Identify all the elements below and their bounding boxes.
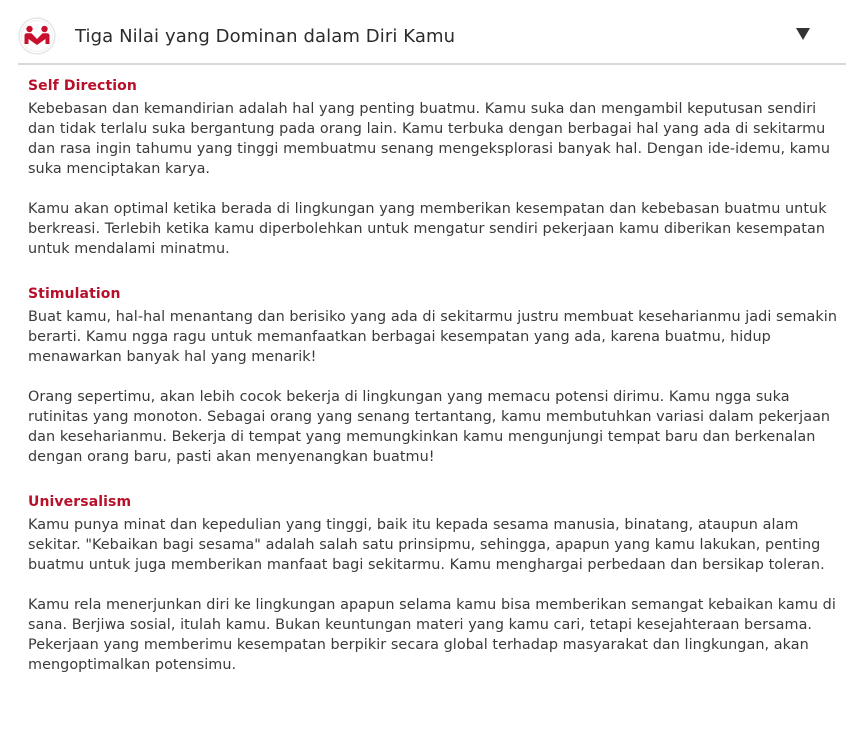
value-paragraph: Orang sepertimu, akan lebih cocok bekerja di lingkungan yang memacu potensi dirimu. Kamu ngga suka rutinitas yang monoton. Sebagai orang yang senang tertantang, kamu membutuhkan variasi dalam pekerjaan dan keseharianmu. Bekerja di tempat yang memungkinkan kamu mengunjungi tempat baru dan berkenalan dengan orang baru, pasti akan menyenangkan buatmu! xyxy=(28,389,831,465)
value-paragraph: Kebebasan dan kemandirian adalah hal yang penting buatmu. Kamu suka dan mengambil keputusan sendiri dan tidak terlalu suka bergantung pada orang lain. Kamu terbuka dengan berbagai hal yang ada di sekitarmu dan rasa ingin tahumu yang tinggi membuatmu senang mengeksplorasi banyak hal. Dengan ide-idemu, kamu suka menciptakan karya. xyxy=(28,101,830,177)
value-section-stimulation xyxy=(28,285,840,467)
accordion-header[interactable] xyxy=(0,0,863,68)
value-section-universalism xyxy=(28,493,840,675)
two-people-handshake-icon xyxy=(18,17,56,55)
value-paragraph: Buat kamu, hal-hal menantang dan berisiko yang ada di sekitarmu justru membuat keseharianmu jadi semakin berarti. Kamu ngga ragu untuk memanfaatkan berbagai kesempatan yang ada, karena buatmu, hidup menawarkan banyak hal yang menarik! xyxy=(28,309,838,365)
section-title: Tiga Nilai yang Dominan dalam Diri Kamu xyxy=(75,26,456,47)
value-title: Stimulation xyxy=(28,286,121,302)
value-paragraph: Kamu akan optimal ketika berada di lingkungan yang memberikan kesempatan dan kebebasan buatmu untuk berkreasi. Terlebih ketika kamu diperbolehkan untuk mengatur sendiri pekerjaan kamu diberikan kesempatan untuk mendalami minatmu. xyxy=(28,201,827,257)
value-title: Universalism xyxy=(28,494,132,510)
value-paragraph: Kamu punya minat dan kepedulian yang tinggi, baik itu kepada sesama manusia, binatang, ataupun alam sekitar. "Kebaikan bagi sesama" adalah salah satu prinsipmu, sehingga, apapun yang kamu lakukan, penting buatmu untuk juga memberikan manfaat bagi sekitarmu. Kamu menghargai perbedaan dan bersikap toleran. xyxy=(28,517,825,573)
accordion-content xyxy=(28,77,840,701)
value-section-self-direction xyxy=(28,77,840,259)
value-title: Self Direction xyxy=(28,78,137,94)
header-divider xyxy=(18,63,846,65)
value-paragraph: Kamu rela menerjunkan diri ke lingkungan apapun selama kamu bisa memberikan semangat kebaikan kamu di sana. Berjiwa sosial, itulah kamu. Bukan keuntungan materi yang kamu cari, tetapi kesejahteraan bersama. Pekerjaan yang memberimu kesempatan berpikir secara global terhadap masyarakat dan lingkungan, akan mengoptimalkan potensimu. xyxy=(28,597,836,673)
triangle-down-icon[interactable] xyxy=(795,27,811,41)
